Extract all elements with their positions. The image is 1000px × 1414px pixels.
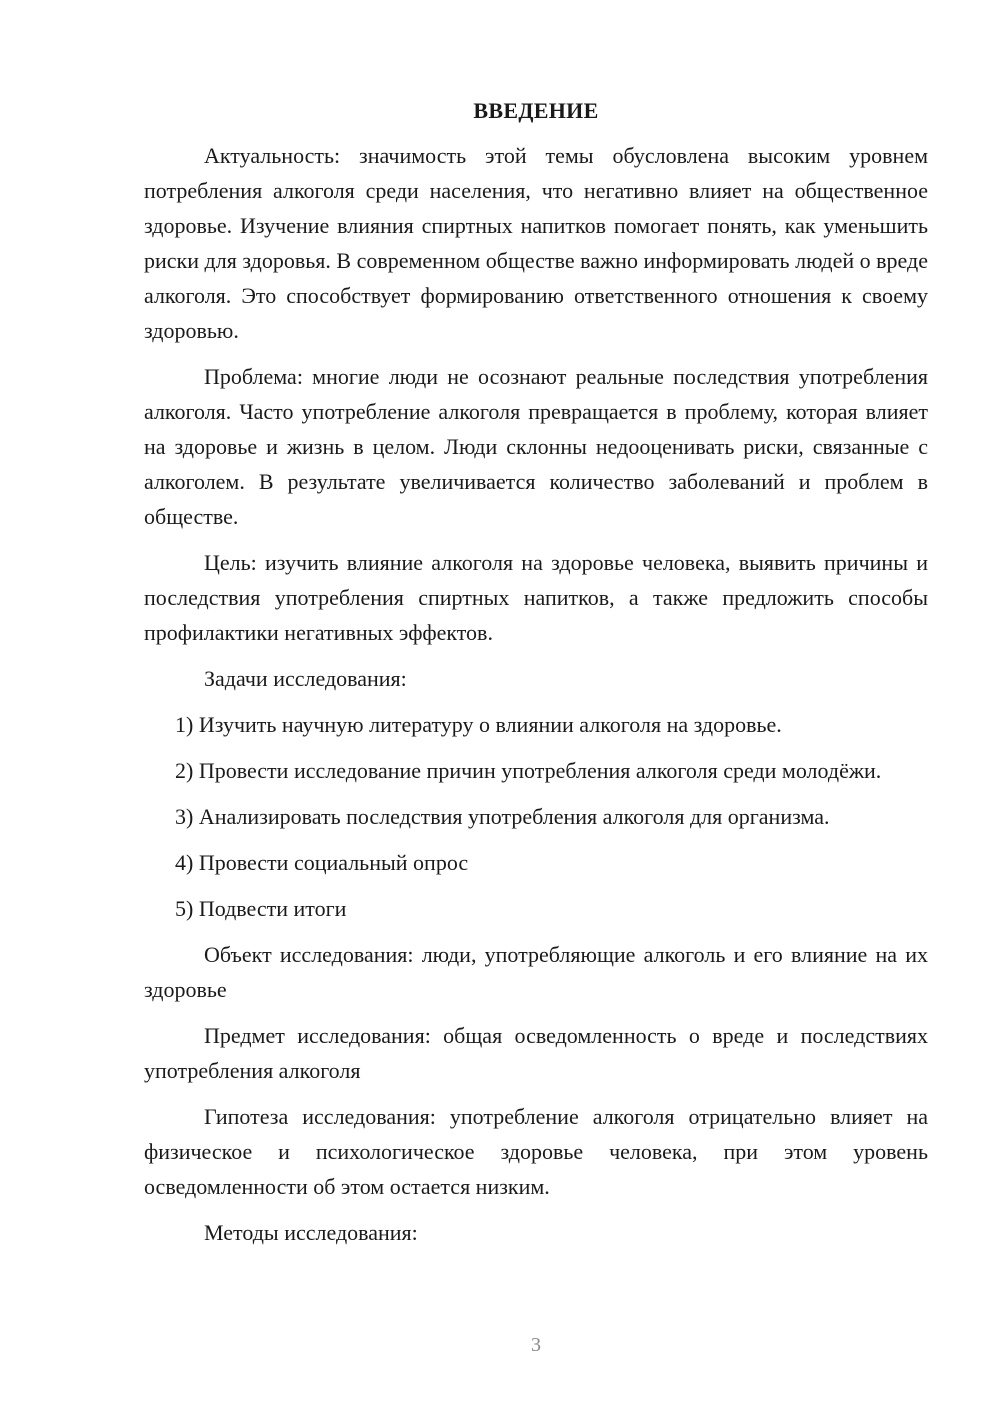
subject-paragraph: Предмет исследования: общая осведомленность о вреде и последствиях употребления алкоголя — [144, 1023, 928, 1083]
task-item-4: 4) Провести социальный опрос — [175, 850, 469, 875]
tasks-heading: Задачи исследования: — [204, 666, 407, 691]
relevance-paragraph: Актуальность: значимость этой темы обусловлена высоким уровнем потребления алкоголя среди населения, что негативно влияет на общественное здоровье. Изучение влияния спиртных напитков помогает понять, как уменьшить риски для здоровья. В современном обществе важно информировать людей о вреде алкоголя. Это способствует формированию ответственного отношения к своему здоровью. — [144, 143, 928, 343]
task-item-3: 3) Анализировать последствия употребления алкоголя для организма. — [175, 804, 830, 829]
document-page — [144, 94, 928, 1261]
task-item-1: 1) Изучить научную литературу о влиянии алкоголя на здоровье. — [175, 712, 782, 737]
hypothesis-paragraph: Гипотеза исследования: употребление алкоголя отрицательно влияет на физическое и психологическое здоровье человека, при этом уровень осведомленности об этом остается низким. — [144, 1104, 928, 1199]
task-item-2: 2) Провести исследование причин употребления алкоголя среди молодёжи. — [175, 758, 882, 783]
task-item-5: 5) Подвести итоги — [175, 896, 347, 921]
goal-paragraph: Цель: изучить влияние алкоголя на здоровье человека, выявить причины и последствия употребления спиртных напитков, а также предложить способы профилактики негативных эффектов. — [144, 550, 928, 645]
section-title: ВВЕДЕНИЕ — [473, 98, 599, 123]
object-paragraph: Объект исследования: люди, употребляющие алкоголь и его влияние на их здоровье — [144, 942, 928, 1002]
page-number: 3 — [531, 1334, 541, 1356]
methods-heading: Методы исследования: — [204, 1220, 418, 1245]
problem-paragraph: Проблема: многие люди не осознают реальные последствия употребления алкоголя. Часто употребление алкоголя превращается в проблему, которая влияет на здоровье и жизнь в целом. Люди склонны недооценивать риски, связанные с алкоголем. В результате увеличивается количество заболеваний и проблем в обществе. — [144, 364, 928, 529]
